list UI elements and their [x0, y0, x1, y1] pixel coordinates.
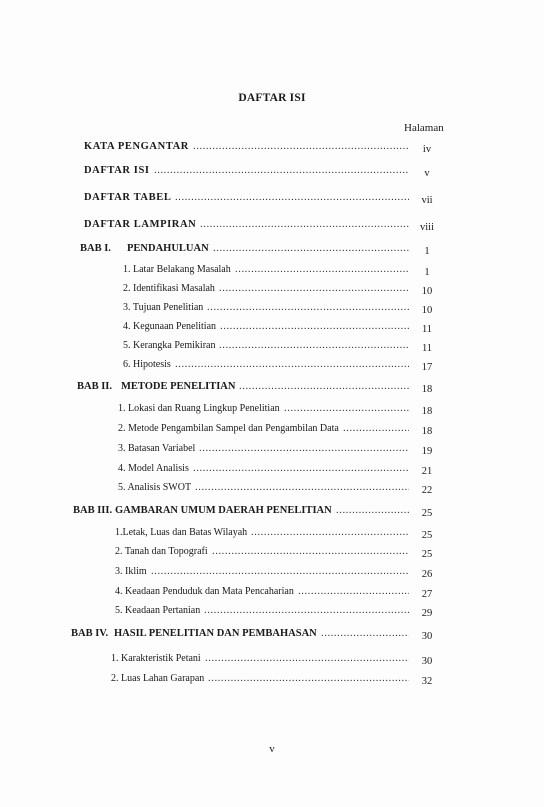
chapter-heading: [80, 243, 439, 257]
toc-subentry: [123, 340, 439, 354]
page-number: 18: [421, 426, 433, 437]
dot-leader: [219, 283, 409, 297]
toc-subentry-label: 1. Lokasi dan Ruang Lingkup Penelitian: [118, 403, 280, 414]
toc-entry: [84, 165, 439, 179]
dot-leader: [336, 505, 409, 519]
toc-subentry-label: 5. Analisis SWOT: [118, 482, 192, 493]
toc-subentry-label: 1.Letak, Luas dan Batas Wilayah: [115, 527, 248, 538]
toc-subentry: [115, 605, 439, 619]
toc-subentry: [123, 359, 439, 373]
chapter-heading: [73, 505, 439, 519]
page-title: DAFTAR ISI: [238, 92, 306, 104]
chapter-title: GAMBARAN UMUM DAERAH PENELITIAN: [115, 505, 332, 516]
dot-leader: [321, 628, 409, 642]
toc-subentry-label: 1. Karakteristik Petani: [111, 653, 201, 664]
dot-leader: [154, 165, 409, 179]
toc-subentry-label: 4. Model Analisis: [118, 463, 189, 474]
page-number: 30: [421, 631, 433, 642]
dot-leader: [199, 443, 409, 457]
page-number: 17: [421, 362, 433, 373]
page-number: 32: [421, 676, 433, 687]
toc-entry-label: DAFTAR ISI: [84, 165, 150, 176]
dot-leader: [207, 302, 409, 316]
page-number: 1: [424, 267, 430, 278]
page-number: 18: [421, 406, 433, 417]
dot-leader: [195, 482, 409, 496]
dot-leader: [175, 192, 409, 206]
toc-subentry-label: 4. Kegunaan Penelitian: [123, 321, 217, 332]
toc-entry: [84, 219, 439, 233]
toc-subentry: [123, 264, 439, 278]
chapter-tag: BAB I.: [80, 243, 111, 254]
dot-leader: [219, 340, 409, 354]
toc-subentry: [118, 443, 439, 457]
toc-entry: [84, 192, 439, 206]
page-number: 1: [424, 246, 430, 257]
page-number: 27: [421, 589, 433, 600]
toc-entry: [84, 141, 439, 155]
dot-leader: [251, 527, 409, 541]
toc-subentry: [123, 321, 439, 335]
page-number: 18: [421, 384, 433, 395]
page-number: 19: [421, 446, 433, 457]
chapter-title: HASIL PENELITIAN DAN PEMBAHASAN: [114, 628, 317, 639]
toc-subentry-label: 3. Batasan Variabel: [118, 443, 196, 454]
dot-leader: [205, 653, 409, 667]
dot-leader: [239, 381, 409, 395]
toc-subentry-label: 2. Identifikasi Masalah: [123, 283, 215, 294]
toc-subentry: [115, 586, 439, 600]
toc-subentry: [123, 302, 439, 316]
toc-subentry: [118, 423, 439, 437]
toc-subentry-label: 3. Tujuan Penelitian: [123, 302, 204, 313]
toc-subentry: [118, 463, 439, 477]
toc-subentry-label: 5. Kerangka Pemikiran: [123, 340, 216, 351]
toc-subentry: [118, 482, 439, 496]
dot-leader: [298, 586, 409, 600]
page-number: 25: [421, 530, 433, 541]
toc-entry-label: DAFTAR TABEL: [84, 192, 172, 203]
page-number: 10: [421, 305, 433, 316]
dot-leader: [151, 566, 409, 580]
chapter-heading: [77, 381, 439, 395]
chapter-title: PENDAHULUAN: [127, 243, 209, 254]
dot-leader: [284, 403, 409, 417]
dot-leader: [213, 243, 409, 257]
page-number: iv: [422, 144, 432, 155]
chapter-tag: BAB IV.: [71, 628, 109, 639]
dot-leader: [343, 423, 409, 437]
toc-subentry-label: 4. Keadaan Penduduk dan Mata Pencaharian: [115, 586, 294, 597]
dot-leader: [220, 321, 409, 335]
toc-subentry-label: 5. Keadaan Pertanian: [115, 605, 201, 616]
page-number: 25: [421, 549, 433, 560]
chapter-tag: BAB III.: [73, 505, 113, 516]
chapter-title: METODE PENELITIAN: [121, 381, 236, 392]
page-number: viii: [419, 222, 434, 233]
toc-subentry: [118, 403, 439, 417]
dot-leader: [193, 141, 409, 155]
toc-entry-label: DAFTAR LAMPIRAN: [84, 219, 197, 230]
chapter-heading: [71, 628, 439, 642]
dot-leader: [175, 359, 409, 373]
page-number: vii: [421, 195, 433, 206]
page-number: 22: [421, 485, 433, 496]
dot-leader: [193, 463, 409, 477]
toc-subentry: [123, 283, 439, 297]
toc-subentry: [111, 653, 439, 667]
toc-subentry: [115, 546, 439, 560]
page-number: 10: [421, 286, 433, 297]
toc-subentry: [111, 673, 439, 687]
dot-leader: [200, 219, 409, 233]
toc-subentry-label: 2. Metode Pengambilan Sampel dan Pengambilan Data: [118, 423, 339, 434]
page-number: 26: [421, 569, 433, 580]
page-number: 30: [421, 656, 433, 667]
page-number: 29: [421, 608, 433, 619]
chapter-tag: BAB II.: [77, 381, 113, 392]
page-number-footer: v: [269, 743, 275, 755]
page-number: 11: [421, 343, 433, 354]
dot-leader: [235, 264, 409, 278]
toc-subentry-label: 6. Hipotesis: [123, 359, 171, 370]
toc-subentry-label: 1. Latar Belakang Masalah: [123, 264, 231, 275]
halaman-column-header: Halaman: [404, 122, 444, 134]
toc-subentry: [115, 527, 439, 541]
page-number: v: [424, 168, 430, 179]
toc-subentry: [115, 566, 439, 580]
toc-entry-label: KATA PENGANTAR: [84, 141, 189, 152]
page-number: 25: [421, 508, 433, 519]
dot-leader: [208, 673, 409, 687]
toc-subentry-label: 2. Tanah dan Topografi: [115, 546, 208, 557]
toc-subentry-label: 3. Iklim: [115, 566, 147, 577]
toc-subentry-label: 2. Luas Lahan Garapan: [111, 673, 205, 684]
page-number: 21: [421, 466, 433, 477]
dot-leader: [204, 605, 409, 619]
dot-leader: [212, 546, 409, 560]
page-number: 11: [421, 324, 433, 335]
